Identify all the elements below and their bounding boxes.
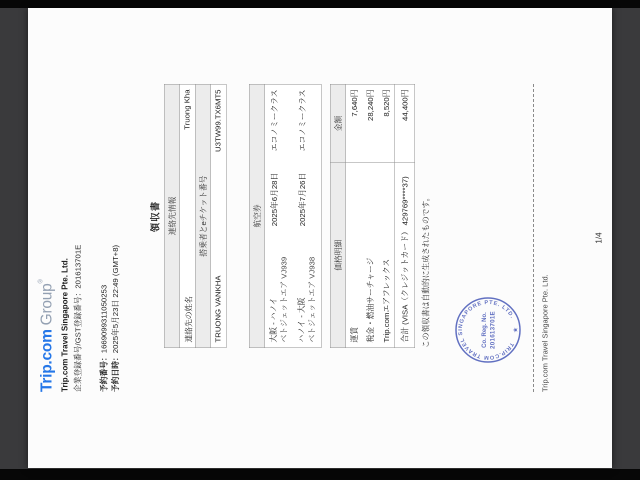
registered-trademark-icon: ® xyxy=(37,279,44,284)
logo-brand: Trip.com xyxy=(37,329,55,392)
price-row xyxy=(362,85,378,348)
company-registration: 企業登録番号/GST登録番号：201613701E xyxy=(74,244,83,392)
stamp-ring-text: TRIP.COM TRAVEL SINGAPORE PTE. LTD. xyxy=(457,299,516,361)
flight-class: エコノミークラス xyxy=(298,89,307,152)
logo-suffix xyxy=(38,325,56,329)
logo-suffix-text: Group xyxy=(37,283,55,326)
stamp-star-icon: ★ xyxy=(512,327,520,333)
booking-number-label: 予約番号： xyxy=(100,353,109,392)
stamp-reg-line1: Co. Reg. No. xyxy=(482,312,488,348)
contact-name-value: Truong Kha xyxy=(183,89,192,130)
booking-datetime-value: 2025年5月23日 22:49 (GMT+8) xyxy=(111,244,120,354)
price-amount: 28,240円 xyxy=(366,89,375,121)
company-stamp xyxy=(453,295,523,365)
receipt-title: 領収書 xyxy=(150,200,161,233)
flight-row xyxy=(293,85,321,348)
eticket-number: U3TW99.TX6MT5 xyxy=(214,89,223,152)
trip-com-group-logo xyxy=(37,279,56,392)
footer-divider xyxy=(533,84,534,392)
price-desc: 運賃 xyxy=(346,163,362,348)
stamp-reg-line2: 201613701E xyxy=(489,311,497,349)
flight-date: 2025年7月26日 xyxy=(298,172,307,227)
price-total-row xyxy=(394,85,415,348)
flight-carrier: ベトジェットエア VJ939 xyxy=(280,256,289,343)
contact-table-header: 連絡先情報 xyxy=(165,85,181,348)
booking-number-value: 1669099311050253 xyxy=(100,284,109,354)
price-header-desc: 価格明細 xyxy=(331,163,346,348)
booking-datetime-line xyxy=(110,245,121,392)
price-detail-table xyxy=(330,84,415,348)
flight-carrier: ベトジェットエア VJ938 xyxy=(308,256,317,343)
auto-generated-note: この領収書は自動的に生成されたものです。 xyxy=(422,193,431,348)
letterbox-top xyxy=(0,0,640,8)
flight-date: 2025年6月28日 xyxy=(270,172,279,227)
price-desc: Trip.comエアフレックス xyxy=(378,163,394,348)
price-row xyxy=(378,85,394,348)
flight-ticket-table xyxy=(249,84,322,348)
letterbox-bottom xyxy=(0,469,640,480)
page-number: 1/4 xyxy=(595,232,604,244)
price-amount: 8,520円 xyxy=(382,89,391,117)
price-table-header xyxy=(331,85,347,348)
price-amount: 7,640円 xyxy=(350,89,359,117)
flight-class: エコノミークラス xyxy=(270,89,279,152)
booking-datetime-label: 予約日時： xyxy=(111,353,120,392)
flight-route-cell xyxy=(297,236,318,342)
price-total-amount: 44,400円 xyxy=(401,89,410,121)
flight-route: ハノイ - 大阪 xyxy=(297,297,306,343)
stamp-outer-ring xyxy=(456,298,520,362)
contact-info-table xyxy=(164,84,198,348)
price-total-desc: 合計 (VISA（クレジットカード） 429769****37) xyxy=(395,163,415,348)
price-desc: 税金・燃油サーチャージ xyxy=(362,163,378,348)
flight-table-header: 航空券 xyxy=(250,85,266,348)
price-header-amount: 金額 xyxy=(334,115,343,132)
passenger-name: TRUONG VANKHA xyxy=(214,275,223,343)
booking-number-line xyxy=(98,285,109,392)
passenger-eticket-table xyxy=(195,84,227,348)
passenger-table-header: 搭乗者とeチケット番号 xyxy=(196,85,212,348)
flight-route: 大阪 - ハノイ xyxy=(269,297,278,343)
footer-company-name: Trip.com Travel Singapore Pte. Ltd. xyxy=(541,274,550,392)
table-row xyxy=(211,85,226,348)
flight-row xyxy=(265,85,293,348)
contact-name-label: 連絡先の姓名 xyxy=(185,295,194,343)
company-name: Trip.com Travel Singapore Pte. Ltd. xyxy=(61,258,70,392)
document-page xyxy=(28,8,612,468)
price-row xyxy=(346,85,362,348)
flight-route-cell xyxy=(269,236,290,342)
